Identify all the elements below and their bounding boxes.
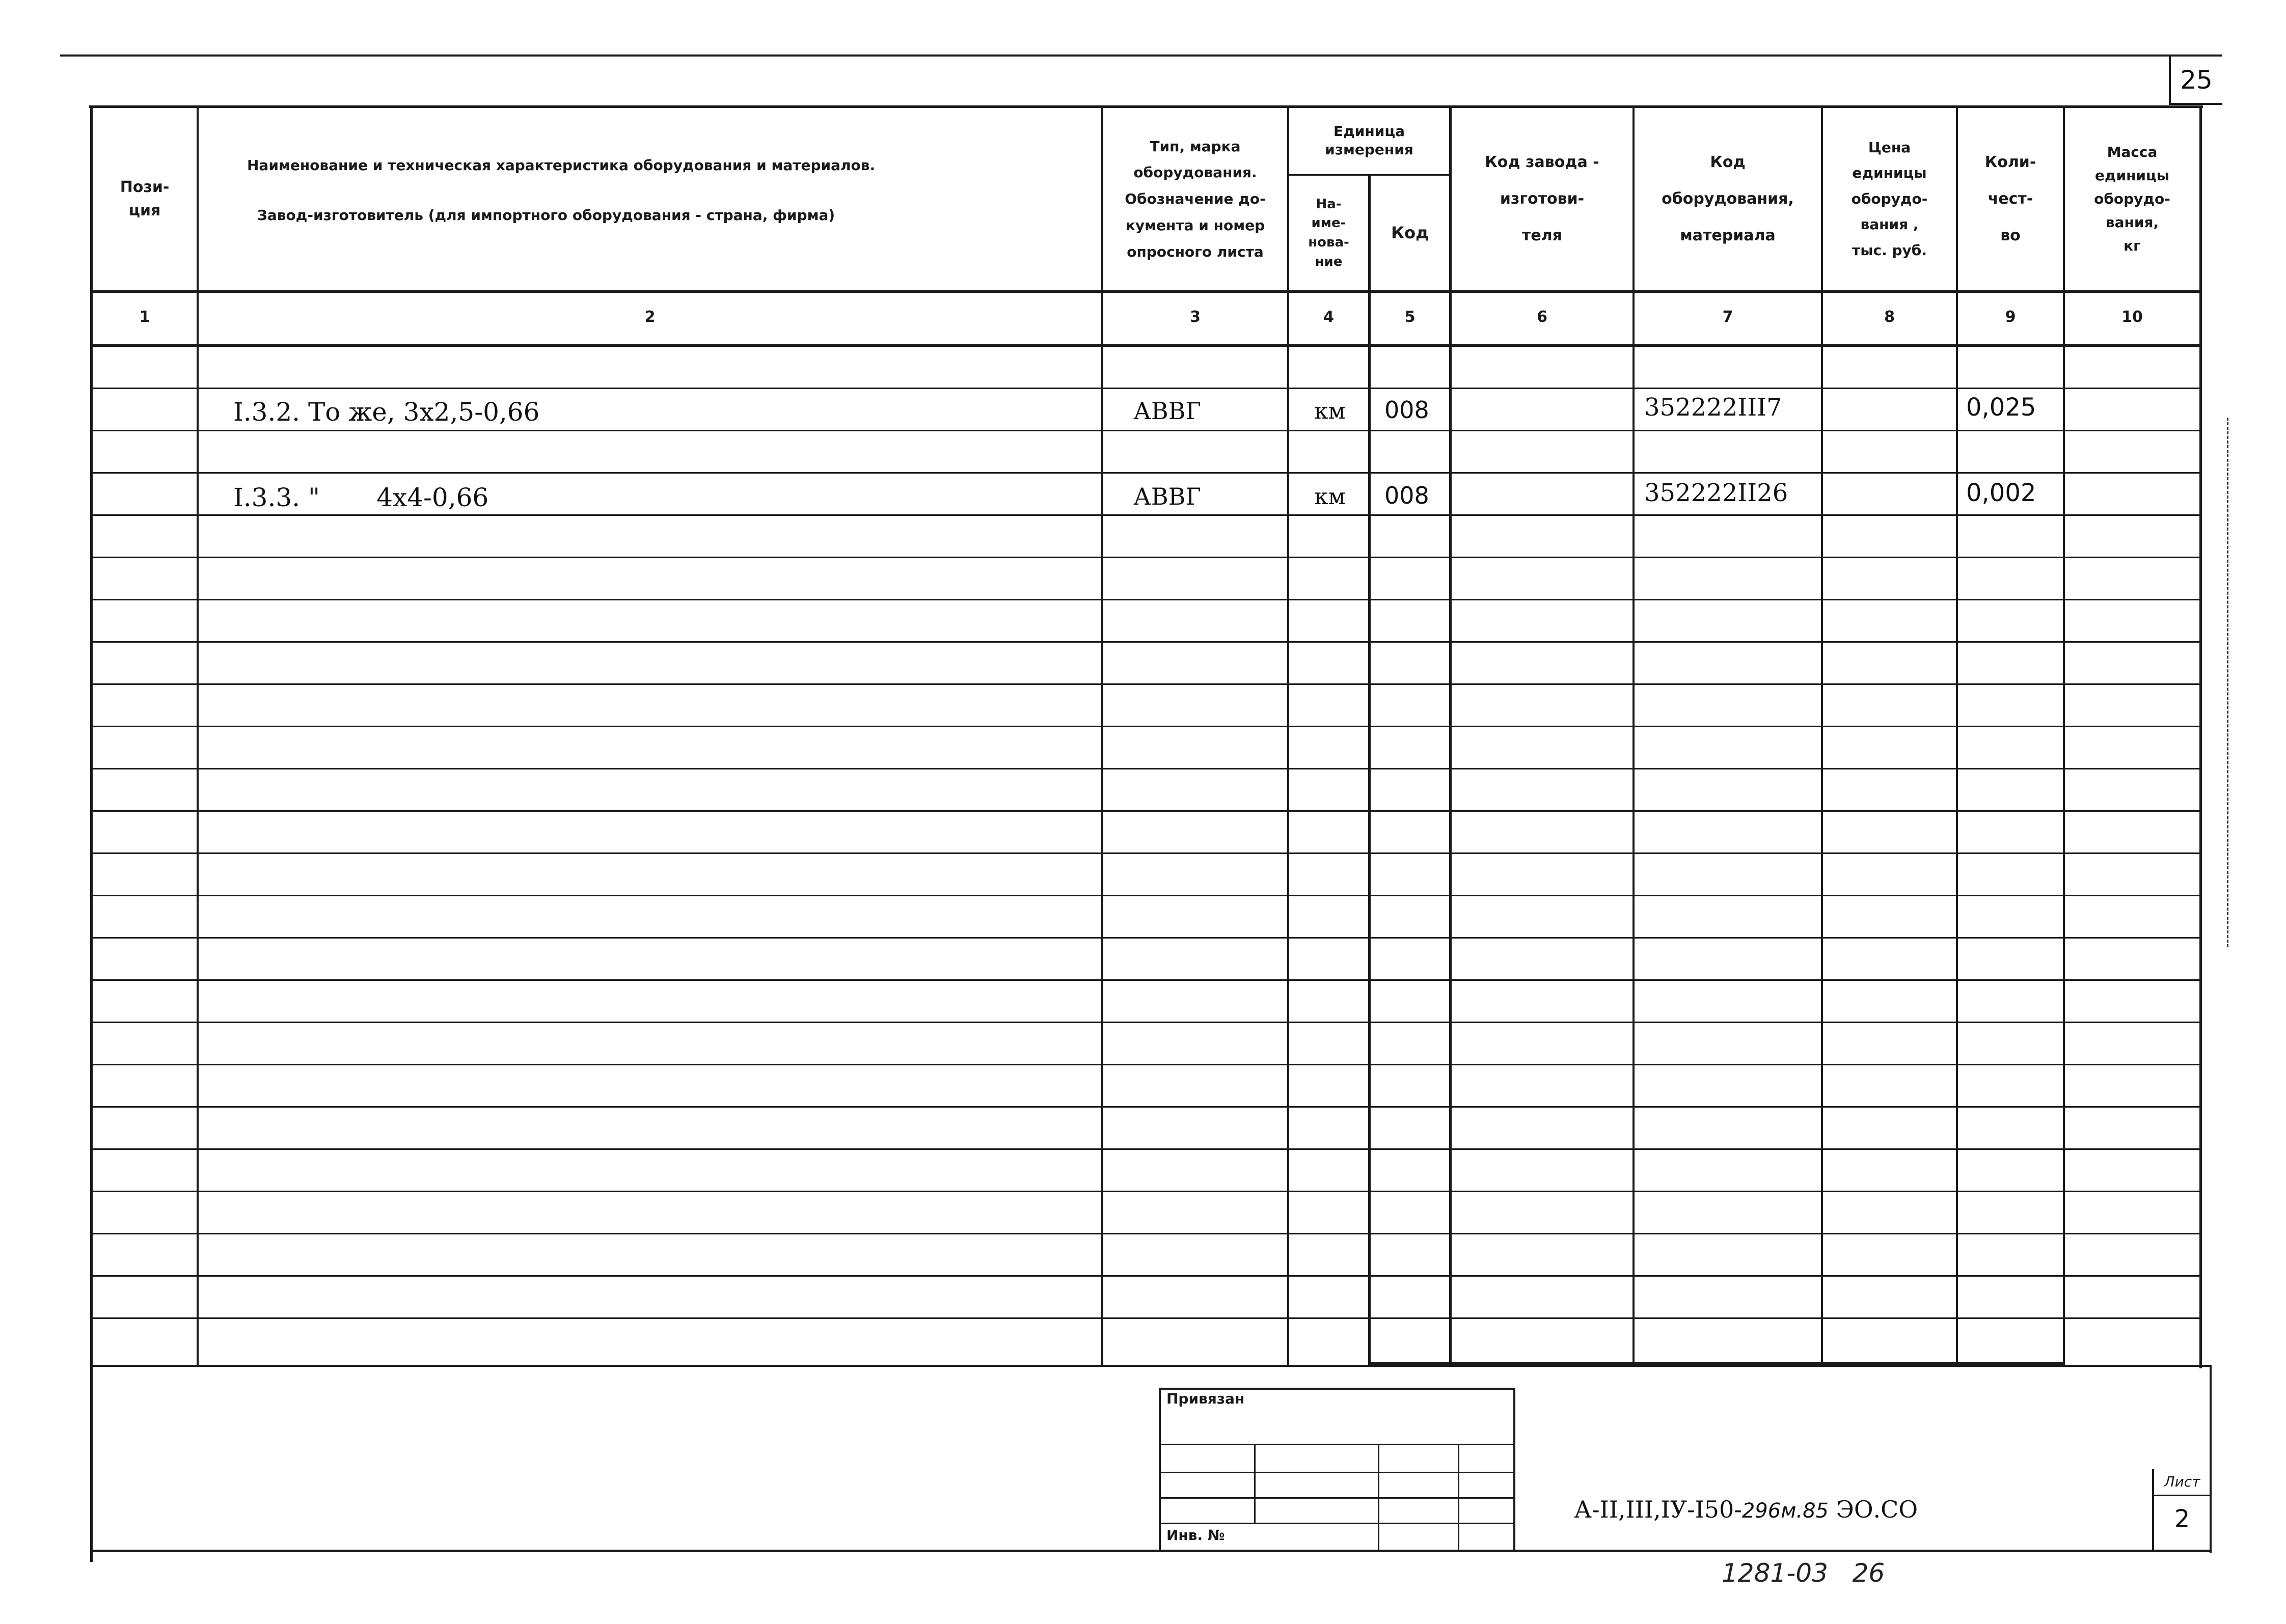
header-name-line1: Наименование и техническая характеристика оборудования и материалов. <box>247 157 876 174</box>
table-row-line <box>92 599 2200 600</box>
top-rule <box>60 54 2222 57</box>
col-line-3 <box>1287 105 1289 1366</box>
table-row-line <box>92 557 2200 558</box>
table-row-line <box>92 1275 2200 1277</box>
header-quantity: Коли- чест- во <box>1984 153 2036 244</box>
footer-handwritten-number: 1281-03 26 <box>1722 1558 1885 1588</box>
table-row-line <box>92 1106 2200 1108</box>
colnum-4: 4 <box>1323 308 1334 326</box>
colnum-2: 2 <box>644 308 656 326</box>
colnum-1: 1 <box>139 308 150 326</box>
colnum-7: 7 <box>1722 308 1733 326</box>
row-2-unit: км <box>1314 484 1346 510</box>
header-bottom-line <box>92 290 2200 293</box>
row-1-unit-code: 008 <box>1384 396 1429 424</box>
header-mass: Масса единицы оборудо- вания, кг <box>2094 143 2170 255</box>
row-1-material-code: 352222III7 <box>1644 393 1782 422</box>
table-row-line <box>92 1148 2200 1150</box>
table-row-line <box>92 388 2200 389</box>
header-price: Цена единицы оборудо- вания , тыс. руб. <box>1851 139 1928 259</box>
row-2-material-code: 352222II26 <box>1644 479 1788 507</box>
header-position: Пози- ция <box>120 178 170 219</box>
table-row-line <box>92 641 2200 643</box>
table-row-line <box>92 1233 2200 1234</box>
colnum-6: 6 <box>1537 308 1547 326</box>
table-row-line <box>92 514 2200 516</box>
document-code-suffix: ЭО.СО <box>1829 1496 1918 1523</box>
table-row-line <box>92 472 2200 474</box>
page-number: 25 <box>2180 65 2213 95</box>
table-row-line <box>92 1191 2200 1192</box>
row-1-name: I.3.2. То же, 3х2,5-0,66 <box>233 397 540 427</box>
table-row-line <box>92 430 2200 431</box>
table-row-line <box>92 895 2200 896</box>
col-line-7 <box>1821 105 1823 1366</box>
header-name-line2: Завод-изготовитель (для импортного оборудования - страна, фирма) <box>257 207 835 224</box>
document-code-main: А-II,III,IУ-I50- <box>1574 1496 1742 1523</box>
table-row-line <box>92 1064 2200 1065</box>
col-line-8 <box>1956 105 1958 1366</box>
stamp-col-2 <box>1378 1444 1379 1550</box>
sheet-number: 2 <box>2174 1505 2190 1533</box>
header-unit-code: Код <box>1391 223 1429 243</box>
table-row-line <box>92 852 2200 854</box>
sheet-box-divider <box>2152 1495 2212 1496</box>
row-2-quantity: 0,002 <box>1966 479 2036 507</box>
table-row-line <box>92 683 2200 685</box>
col-line-6 <box>1632 105 1635 1366</box>
table-row-line <box>92 1317 2200 1319</box>
stamp-right <box>1513 1388 1515 1550</box>
stamp-row-2 <box>1159 1472 1515 1473</box>
colnum-5: 5 <box>1404 308 1416 326</box>
header-unit: Единица измерения <box>1325 122 1413 158</box>
row-1-type: АВВГ <box>1133 397 1201 425</box>
stamp-col-3 <box>1458 1444 1459 1550</box>
stamp-attached-label: Привязан <box>1166 1390 1245 1407</box>
table-row-line <box>92 1022 2200 1023</box>
stamp-row-1 <box>1159 1444 1515 1445</box>
colnum-bottom-line <box>92 344 2200 347</box>
row-1-unit: км <box>1314 398 1346 424</box>
table-bottom-border <box>92 1550 2212 1552</box>
stamp-inv-label: Инв. № <box>1166 1527 1225 1544</box>
col-line-9 <box>2063 105 2065 1366</box>
table-right-border <box>2199 105 2202 1368</box>
sheet-label: Лист <box>2164 1473 2200 1490</box>
document-code <box>1569 1486 1918 1523</box>
table-row-line <box>92 726 2200 727</box>
colnum-3: 3 <box>1190 308 1201 326</box>
table-row-line <box>92 937 2200 939</box>
row-2-unit-code: 008 <box>1384 482 1429 509</box>
binding-dashed-line <box>2227 418 2228 947</box>
page-number-box-bottom <box>2169 103 2222 105</box>
header-unit-name: На- име- нова- ние <box>1308 196 1349 269</box>
row-2-type: АВВГ <box>1133 483 1201 510</box>
document-code-handwritten: 296м.85 <box>1741 1499 1829 1523</box>
col-line-4 <box>1368 174 1371 1366</box>
colnum-9: 9 <box>2005 308 2016 326</box>
header-type: Тип, марка оборудования. Обозначение до- кумента и номер опросного листа <box>1125 137 1266 260</box>
colnum-8: 8 <box>1884 308 1895 326</box>
bold-frame-bottom <box>1368 1362 2065 1365</box>
stamp-top <box>1159 1388 1515 1390</box>
row-2-name: I.3.3. " 4х4-0,66 <box>233 483 489 512</box>
table-row-line <box>92 768 2200 769</box>
stamp-col-1 <box>1254 1444 1256 1524</box>
col-line-2 <box>1101 105 1103 1366</box>
header-material-code: Код оборудования, материала <box>1662 153 1794 244</box>
header-factory-code: Код завода - изготови- теля <box>1485 153 1599 244</box>
col-line-5 <box>1449 105 1452 1366</box>
colnum-10: 10 <box>2121 308 2143 326</box>
table-row-line <box>92 810 2200 812</box>
stamp-left <box>1159 1388 1161 1550</box>
stamp-row-3 <box>1159 1497 1515 1499</box>
row-1-quantity: 0,025 <box>1966 393 2036 422</box>
stamp-row-4 <box>1159 1523 1515 1524</box>
table-row-line <box>92 979 2200 981</box>
col-line-1 <box>197 105 199 1366</box>
